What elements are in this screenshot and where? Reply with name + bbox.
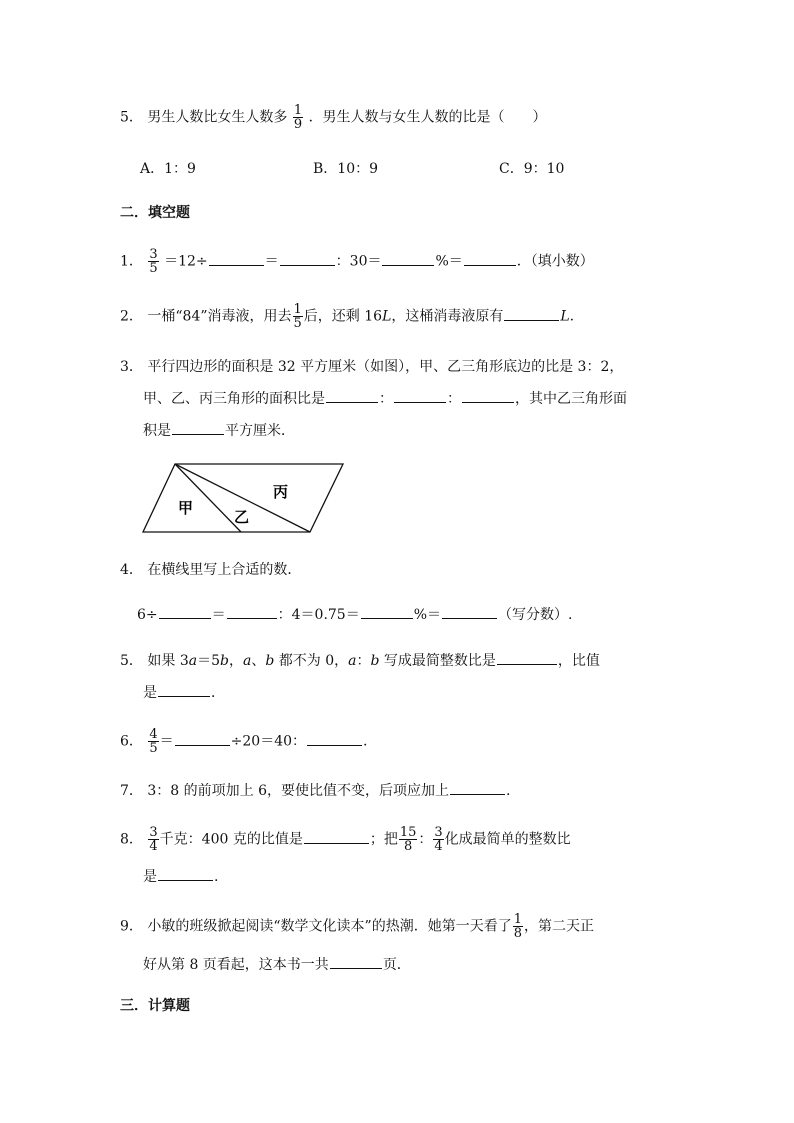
fraction-numerator: 4 xyxy=(149,727,158,742)
fraction xyxy=(148,728,158,755)
variable-a: a xyxy=(348,653,357,669)
fraction xyxy=(148,248,158,275)
question-2-8-line2 xyxy=(143,866,218,887)
question-text: ＝ xyxy=(159,733,174,750)
triangle-label-yi: 乙 xyxy=(234,508,250,526)
answer-blank[interactable] xyxy=(330,954,382,969)
question-text: 平方厘米． xyxy=(225,423,295,439)
fraction-numerator: 1 xyxy=(293,103,303,118)
question-text: ． xyxy=(211,685,225,701)
fraction-numerator: 3 xyxy=(149,825,158,840)
question-text: 小敏的班级掀起阅读“数学文化读本”的热潮．她第一天看了 xyxy=(147,918,512,935)
question-text: ÷20＝40： xyxy=(230,733,307,750)
question-2-3-line2 xyxy=(143,388,627,409)
unit-l: L xyxy=(560,308,570,325)
question-text: 3：8 的前项加上 6，要使比值不变，后项应加上 xyxy=(147,783,449,799)
section-heading: 三．计算题 xyxy=(120,998,190,1014)
fraction xyxy=(148,826,158,853)
question-text: 在横线里写上合适的数． xyxy=(147,562,302,578)
question-text: 6÷ xyxy=(137,607,158,623)
option-a[interactable]: A．1：9 xyxy=(140,161,196,177)
question-text: . xyxy=(214,869,219,885)
question-text: 后，还剩 16 xyxy=(303,308,383,325)
question-2-5-line2 xyxy=(143,682,225,703)
question-number: 3． xyxy=(120,359,143,375)
question-text: ，其中乙三角形面 xyxy=(515,391,627,407)
question-text: 、 xyxy=(251,653,266,669)
question-text: 一桶“84”消毒液，用去 xyxy=(147,308,292,325)
question-text: 都不为 0， xyxy=(274,653,349,669)
answer-blank[interactable] xyxy=(158,682,210,697)
fraction-denominator: 5 xyxy=(149,261,158,276)
question-text: %＝ xyxy=(435,253,463,270)
question-number: 5． xyxy=(120,653,143,669)
colon: ： xyxy=(379,391,393,407)
colon: ： xyxy=(447,391,461,407)
question-text: %＝ xyxy=(413,607,442,623)
parallelogram-figure xyxy=(140,460,346,536)
question-text: . xyxy=(506,783,511,799)
question-text: ＝ xyxy=(211,607,226,623)
fraction-denominator: 4 xyxy=(434,839,443,854)
question-number: 9． xyxy=(120,918,143,935)
fraction-numerator: 1 xyxy=(513,912,522,927)
fraction-numerator: 3 xyxy=(149,247,158,262)
question-2-3 xyxy=(120,357,623,377)
question-text: 页． xyxy=(382,957,411,973)
question-2-3-line3 xyxy=(143,420,295,441)
fraction xyxy=(513,913,523,940)
variable-a: a xyxy=(242,653,252,669)
question-text: 平行四边形的面积是 32 平方厘米（如图），甲、乙三角形底边的比是 3：2， xyxy=(147,359,624,375)
fraction-numerator: 15 xyxy=(399,825,417,840)
answer-blank[interactable] xyxy=(159,604,211,619)
answer-blank[interactable] xyxy=(175,731,230,746)
question-number: 4． xyxy=(120,562,143,578)
fraction-denominator: 8 xyxy=(513,926,522,941)
question-text: 化成最简单的整数比 xyxy=(444,831,571,848)
variable-b: b xyxy=(370,653,380,669)
question-text: 男生人数比女生人数多 xyxy=(147,109,288,126)
fraction-denominator: 4 xyxy=(149,839,158,854)
question-number: 1． xyxy=(120,253,143,270)
fraction xyxy=(399,826,418,853)
answer-blank[interactable] xyxy=(307,731,362,746)
section-heading: 二．填空题 xyxy=(120,205,190,221)
question-2-5 xyxy=(120,650,600,671)
fraction xyxy=(293,303,303,330)
answer-blank[interactable] xyxy=(450,780,505,795)
question-text: ．男生人数与女生人数的比是（ ） xyxy=(308,109,547,126)
answer-blank[interactable] xyxy=(464,251,516,266)
question-text: 如果 3 xyxy=(147,653,189,669)
question-number: 2． xyxy=(120,308,143,325)
question-text: ： xyxy=(356,653,371,669)
triangle-label-bing: 丙 xyxy=(273,483,289,501)
option-c[interactable]: C．9：10 xyxy=(499,161,565,177)
question-2-4-line2 xyxy=(137,604,573,625)
question-text: ．（填小数） xyxy=(516,253,594,270)
fraction-denominator: 8 xyxy=(403,839,413,854)
question-text: 写成最简整数比是 xyxy=(379,653,496,669)
variable-b: b xyxy=(220,653,229,669)
fraction-denominator: 9 xyxy=(293,117,303,132)
answer-blank[interactable] xyxy=(394,388,446,403)
question-text: ，第二天正 xyxy=(523,918,594,935)
question-2-4 xyxy=(120,560,301,580)
divider-line-jia xyxy=(175,464,241,532)
question-text: 是 xyxy=(143,869,157,885)
question-text: ＝12÷ xyxy=(164,253,208,270)
question-text: 千克：400 克的比值是 xyxy=(159,831,303,848)
answer-blank[interactable] xyxy=(361,604,413,619)
question-text: ＝ xyxy=(264,253,279,270)
question-2-9 xyxy=(120,913,594,940)
fraction-denominator: 5 xyxy=(149,741,158,756)
answer-blank[interactable] xyxy=(504,306,559,321)
answer-blank[interactable] xyxy=(172,420,224,435)
question-2-8 xyxy=(120,826,571,853)
answer-blank[interactable] xyxy=(209,251,264,266)
answer-blank[interactable] xyxy=(227,604,277,619)
question-number: 7． xyxy=(120,783,143,799)
answer-blank[interactable] xyxy=(497,650,557,665)
triangle-label-jia: 甲 xyxy=(178,499,194,517)
option-b[interactable]: B．10：9 xyxy=(313,161,379,177)
question-2-7 xyxy=(120,780,510,801)
answer-blank[interactable] xyxy=(304,829,369,844)
answer-blank[interactable] xyxy=(326,388,378,403)
fraction-denominator: 5 xyxy=(293,316,302,331)
question-number: 8． xyxy=(120,831,143,848)
question-number: 6． xyxy=(120,733,143,750)
question-text: 好从第 8 页看起，这本书一共 xyxy=(143,957,329,973)
question-text: . xyxy=(363,733,368,750)
variable-b: b xyxy=(265,653,275,669)
question-text: ：4＝0.75＝ xyxy=(277,607,360,623)
question-text: ＝5 xyxy=(197,653,221,669)
answer-blank[interactable] xyxy=(442,604,497,619)
question-text: ，这桶消毒液原有 xyxy=(391,308,504,325)
question-text: ，比值 xyxy=(557,653,600,669)
answer-blank[interactable] xyxy=(158,866,213,881)
question-text: 甲、乙、丙三角形的面积比是 xyxy=(143,391,325,407)
question-text: ：30＝ xyxy=(335,253,382,270)
answer-blank[interactable] xyxy=(462,388,514,403)
fraction xyxy=(293,104,303,131)
answer-blank[interactable] xyxy=(382,251,434,266)
question-1-5 xyxy=(120,104,547,131)
question-2-9-line2 xyxy=(143,954,411,975)
question-text: ： xyxy=(418,831,433,848)
question-text: ；把 xyxy=(369,831,398,848)
question-2-1 xyxy=(120,248,594,275)
question-2-2 xyxy=(120,303,574,330)
unit-l: L xyxy=(382,308,392,325)
variable-a: a xyxy=(188,653,198,669)
question-2-6 xyxy=(120,728,367,755)
question-text: . xyxy=(569,308,575,325)
question-text: ， xyxy=(228,653,243,669)
question-text: 是 xyxy=(143,685,157,701)
fraction xyxy=(433,826,443,853)
fraction-numerator: 1 xyxy=(293,302,302,317)
question-number: 5． xyxy=(120,109,143,126)
answer-blank[interactable] xyxy=(280,251,335,266)
question-text: 积是 xyxy=(143,423,171,439)
fraction-numerator: 3 xyxy=(434,825,443,840)
question-text: （写分数）. xyxy=(498,607,573,623)
